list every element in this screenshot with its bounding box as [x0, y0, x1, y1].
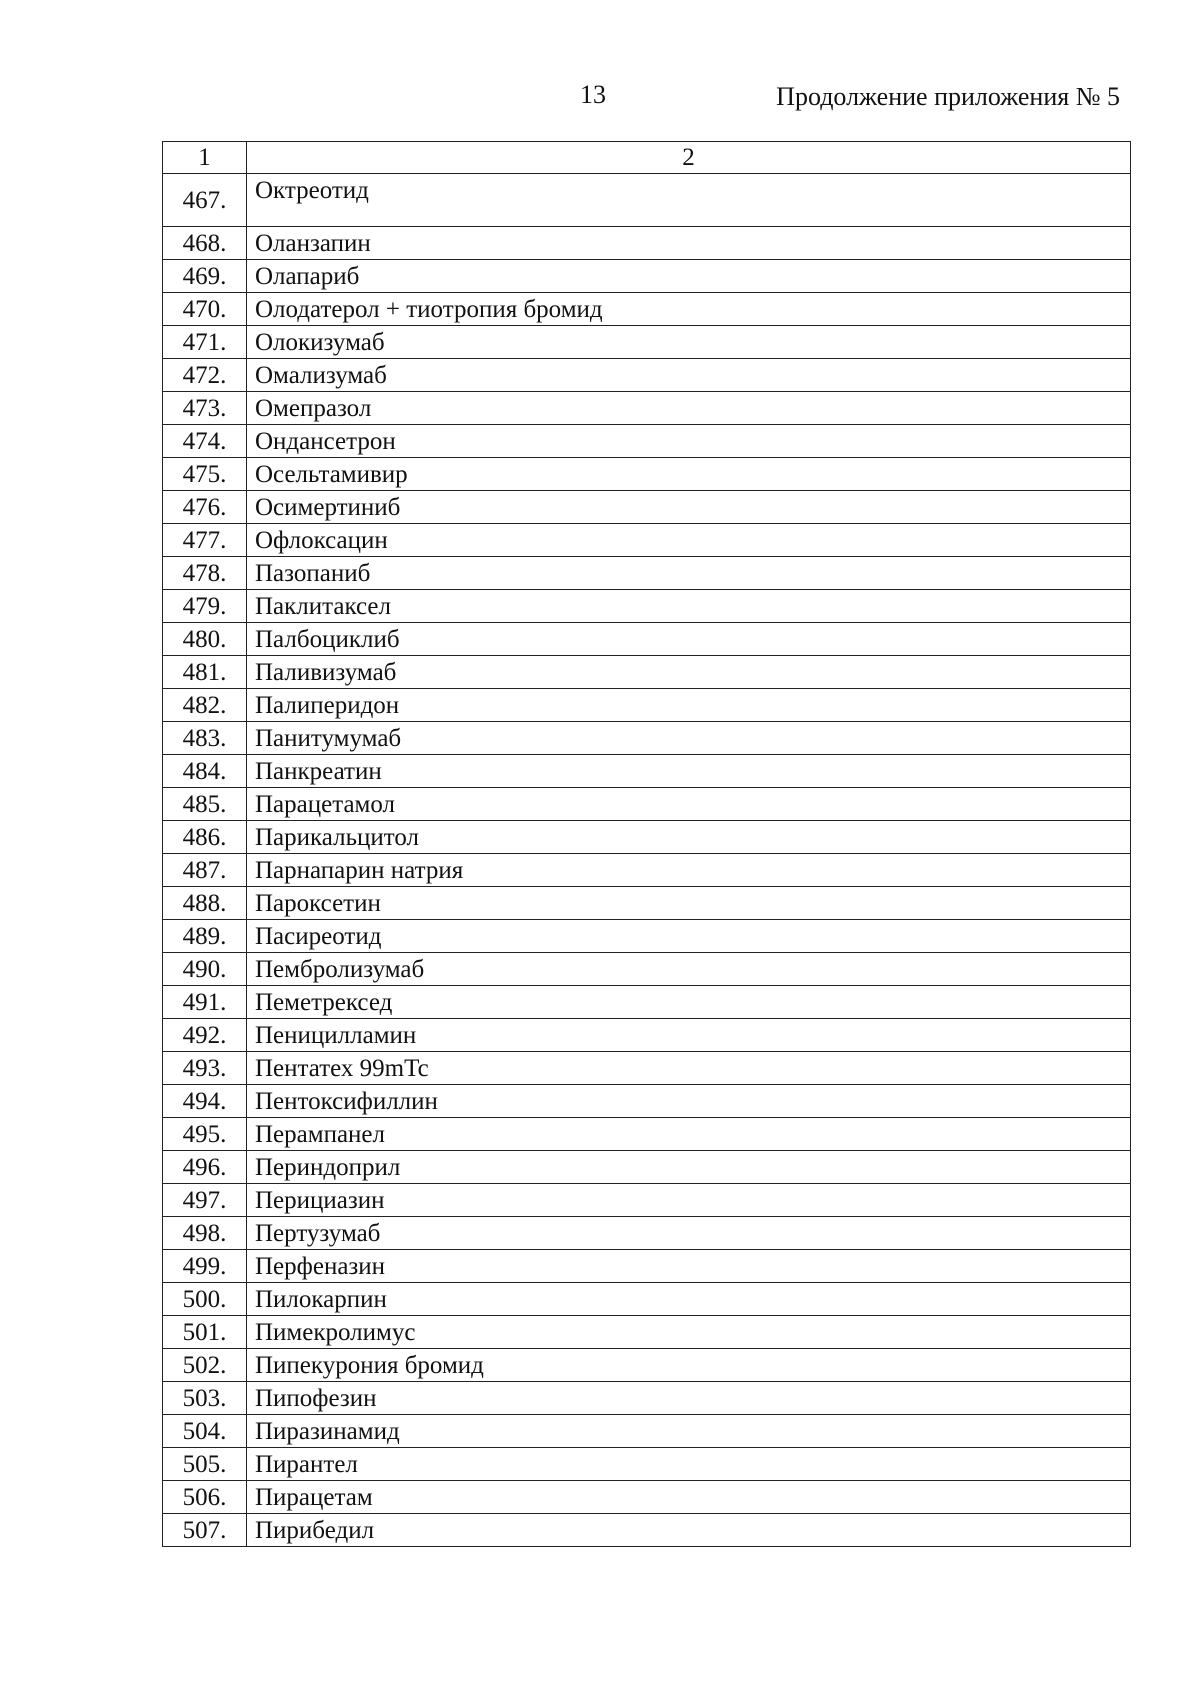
table-row — [163, 326, 1131, 359]
drug-name: Периндоприл — [247, 1151, 1131, 1184]
row-number: 481. — [163, 656, 247, 689]
row-number: 480. — [163, 623, 247, 656]
row-number: 483. — [163, 722, 247, 755]
row-number: 478. — [163, 557, 247, 590]
row-number: 500. — [163, 1283, 247, 1316]
drug-name: Осимертиниб — [247, 491, 1131, 524]
drug-name: Перфеназин — [247, 1250, 1131, 1283]
drug-name: Парнапарин натрия — [247, 854, 1131, 887]
drug-name: Олапариб — [247, 260, 1131, 293]
drug-name: Пирантел — [247, 1448, 1131, 1481]
table-row — [163, 920, 1131, 953]
row-number: 494. — [163, 1085, 247, 1118]
drug-name: Парацетамол — [247, 788, 1131, 821]
drug-name: Палбоциклиб — [247, 623, 1131, 656]
table-row — [163, 656, 1131, 689]
row-number: 477. — [163, 524, 247, 557]
table-row — [163, 359, 1131, 392]
drug-name: Пертузумаб — [247, 1217, 1131, 1250]
drug-name: Пеницилламин — [247, 1019, 1131, 1052]
table-row — [163, 953, 1131, 986]
drug-name: Октреотид — [247, 174, 1131, 227]
table-row — [163, 174, 1131, 227]
row-number: 502. — [163, 1349, 247, 1382]
drug-name: Пембролизумаб — [247, 953, 1131, 986]
table-row — [163, 1382, 1131, 1415]
drug-table-body — [163, 142, 1131, 1547]
table-row — [163, 1316, 1131, 1349]
table-row — [163, 1415, 1131, 1448]
row-number: 474. — [163, 425, 247, 458]
table-row — [163, 1184, 1131, 1217]
table-row — [163, 788, 1131, 821]
drug-name: Оланзапин — [247, 227, 1131, 260]
row-number: 468. — [163, 227, 247, 260]
drug-name: Пеметрексед — [247, 986, 1131, 1019]
row-number: 496. — [163, 1151, 247, 1184]
drug-name: Ондансетрон — [247, 425, 1131, 458]
drug-name: Осельтамивир — [247, 458, 1131, 491]
table-row — [163, 590, 1131, 623]
table-row — [163, 821, 1131, 854]
drug-name: Офлоксацин — [247, 524, 1131, 557]
page-number: 13 — [580, 80, 606, 109]
row-number: 505. — [163, 1448, 247, 1481]
table-row — [163, 491, 1131, 524]
drug-name: Пимекролимус — [247, 1316, 1131, 1349]
drug-name: Палиперидон — [247, 689, 1131, 722]
table-row — [163, 1514, 1131, 1547]
table-header-row — [163, 142, 1131, 174]
drug-name: Пентатех 99mTc — [247, 1052, 1131, 1085]
drug-name: Олокизумаб — [247, 326, 1131, 359]
row-number: 471. — [163, 326, 247, 359]
row-number: 482. — [163, 689, 247, 722]
drug-name: Омализумаб — [247, 359, 1131, 392]
row-number: 499. — [163, 1250, 247, 1283]
drug-name: Панкреатин — [247, 755, 1131, 788]
row-number: 491. — [163, 986, 247, 1019]
table-row — [163, 1481, 1131, 1514]
row-number: 470. — [163, 293, 247, 326]
drug-name: Парикальцитол — [247, 821, 1131, 854]
table-row — [163, 623, 1131, 656]
drug-table — [162, 141, 1131, 1547]
row-number: 503. — [163, 1382, 247, 1415]
table-row — [163, 1283, 1131, 1316]
row-number: 495. — [163, 1118, 247, 1151]
row-number: 469. — [163, 260, 247, 293]
drug-name: Пентоксифиллин — [247, 1085, 1131, 1118]
row-number: 486. — [163, 821, 247, 854]
table-row — [163, 557, 1131, 590]
row-number: 492. — [163, 1019, 247, 1052]
table-row — [163, 689, 1131, 722]
drug-name: Перициазин — [247, 1184, 1131, 1217]
drug-name: Паклитаксел — [247, 590, 1131, 623]
table-row — [163, 887, 1131, 920]
row-number: 473. — [163, 392, 247, 425]
drug-name: Олодатерол + тиотропия бромид — [247, 293, 1131, 326]
table-row — [163, 1151, 1131, 1184]
row-number: 501. — [163, 1316, 247, 1349]
drug-name: Паливизумаб — [247, 656, 1131, 689]
row-number: 475. — [163, 458, 247, 491]
row-number: 490. — [163, 953, 247, 986]
table-row — [163, 1349, 1131, 1382]
table-row — [163, 260, 1131, 293]
table-row — [163, 755, 1131, 788]
table-row — [163, 722, 1131, 755]
row-number: 504. — [163, 1415, 247, 1448]
drug-name: Перампанел — [247, 1118, 1131, 1151]
table-row — [163, 1118, 1131, 1151]
row-number: 493. — [163, 1052, 247, 1085]
row-number: 476. — [163, 491, 247, 524]
drug-name: Пирацетам — [247, 1481, 1131, 1514]
drug-name: Пиразинамид — [247, 1415, 1131, 1448]
table-row — [163, 1085, 1131, 1118]
row-number: 507. — [163, 1514, 247, 1547]
table-row — [163, 1019, 1131, 1052]
drug-name: Пипофезин — [247, 1382, 1131, 1415]
row-number: 506. — [163, 1481, 247, 1514]
drug-name: Панитумумаб — [247, 722, 1131, 755]
column-header-number: 1 — [163, 142, 247, 174]
table-row — [163, 1217, 1131, 1250]
table-row — [163, 986, 1131, 1019]
appendix-continuation-heading: Продолжение приложения № 5 — [776, 82, 1120, 111]
row-number: 489. — [163, 920, 247, 953]
row-number: 498. — [163, 1217, 247, 1250]
row-number: 467. — [163, 174, 247, 227]
drug-name: Пароксетин — [247, 887, 1131, 920]
drug-name: Пирибедил — [247, 1514, 1131, 1547]
drug-name: Пипекурония бромид — [247, 1349, 1131, 1382]
table-row — [163, 1250, 1131, 1283]
drug-name: Омепразол — [247, 392, 1131, 425]
table-row — [163, 425, 1131, 458]
drug-name: Пазопаниб — [247, 557, 1131, 590]
table-row — [163, 458, 1131, 491]
row-number: 484. — [163, 755, 247, 788]
drug-name: Пилокарпин — [247, 1283, 1131, 1316]
table-row — [163, 1448, 1131, 1481]
row-number: 488. — [163, 887, 247, 920]
table-row — [163, 227, 1131, 260]
table-row — [163, 524, 1131, 557]
row-number: 485. — [163, 788, 247, 821]
row-number: 487. — [163, 854, 247, 887]
table-row — [163, 293, 1131, 326]
column-header-name: 2 — [247, 142, 1131, 174]
table-row — [163, 392, 1131, 425]
row-number: 497. — [163, 1184, 247, 1217]
table-row — [163, 1052, 1131, 1085]
table-row — [163, 854, 1131, 887]
row-number: 472. — [163, 359, 247, 392]
row-number: 479. — [163, 590, 247, 623]
drug-name: Пасиреотид — [247, 920, 1131, 953]
